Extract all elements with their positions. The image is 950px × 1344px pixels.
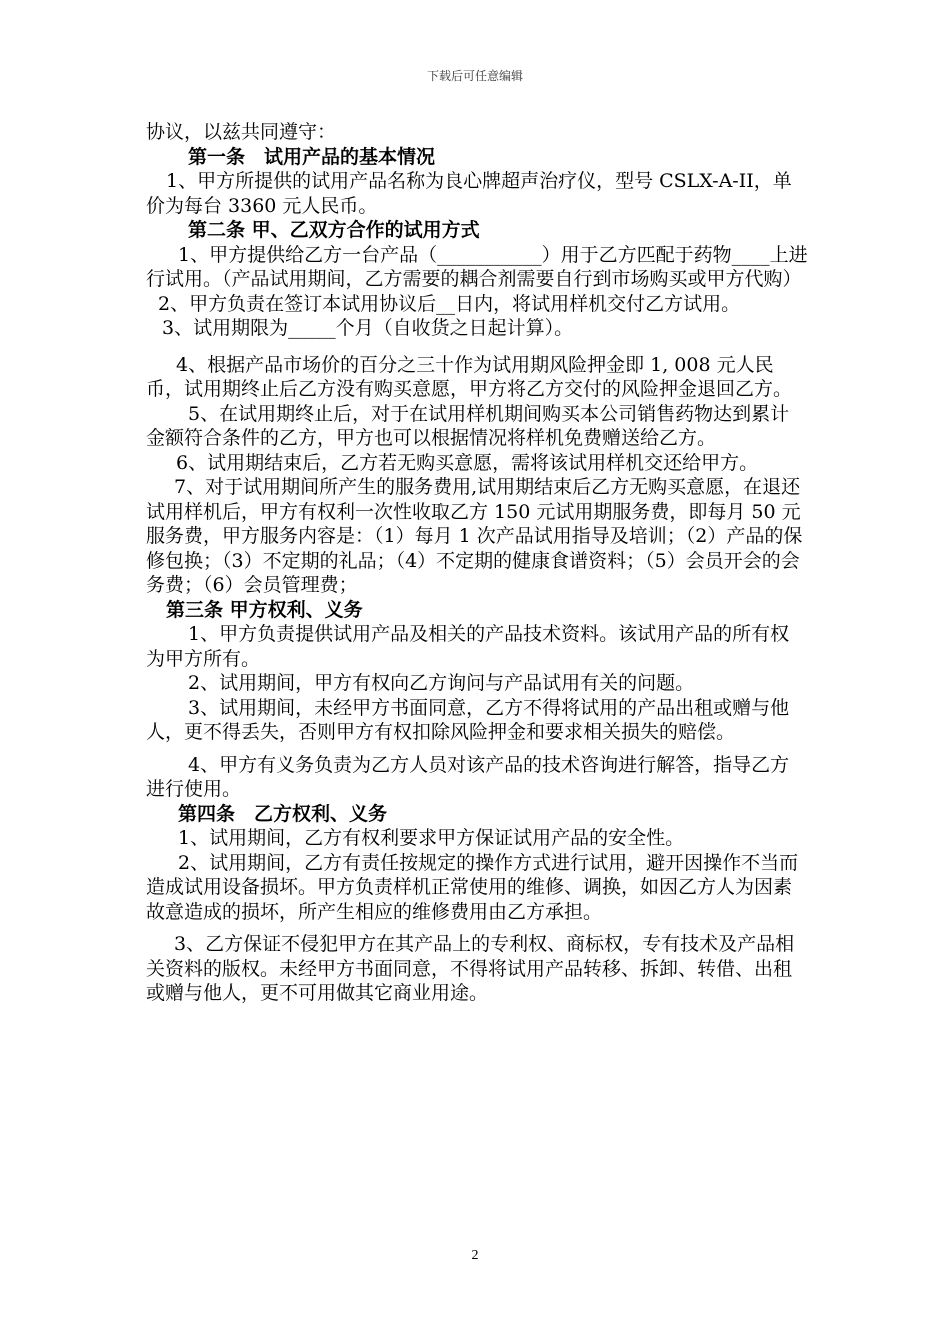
paragraph: 6、试用期结束后，乙方若无购买意愿，需将该试用样机交还给甲方。 — [176, 451, 759, 474]
paragraph: 1、甲方提供给乙方一台产品（___________）用于乙方匹配于药物____上进行试用。（产品试用期间，乙方需要的耦合剂需要自行到市场购买或甲方代购） — [146, 243, 808, 290]
paragraph-intro: 协议，以兹共同遵守： — [146, 121, 337, 143]
paragraph: 4、根据产品市场价的百分之三十作为试用期风险押金即 1, 008 元人民币，试用期终止后乙方没有购买意愿，甲方将乙方交付的风险押金退回乙方。 — [146, 353, 793, 400]
section-heading-2: 第二条 甲、乙双方合作的试用方式 — [188, 219, 480, 241]
paragraph: 1、甲方所提供的试用产品名称为良心牌超声治疗仪，型号 CSLX-A-II，单价为每台 3360 元人民币。 — [146, 170, 792, 217]
paragraph: 1、试用期间，乙方有权利要求甲方保证试用产品的安全性。 — [178, 827, 685, 849]
paragraph: 4、甲方有义务负责为乙方人员对该产品的技术咨询进行解答，指导乙方进行使用。 — [146, 753, 790, 800]
document-body — [146, 120, 808, 1006]
paragraph: 3、试用期限为_____个月（自收货之日起计算）。 — [162, 317, 574, 339]
paragraph: 2、试用期间，甲方有权向乙方询问与产品试用有关的问题。 — [188, 672, 695, 694]
paragraph: 3、试用期间，未经甲方书面同意，乙方不得将试用的产品出租或赠与他人，更不得丢失，否则甲方有权扣除风险押金和要求相关损失的赔偿。 — [146, 696, 790, 743]
page-header: 下载后可任意编辑 — [426, 69, 523, 83]
paragraph: 3、乙方保证不侵犯甲方在其产品上的专利权、商标权，专有技术及产品相关资料的版权。未经甲方书面同意，不得将试用产品转移、拆卸、转借、出租或赠与他人，更不可用做其它商业用途。 — [146, 933, 795, 1004]
paragraph: 1、甲方负责提供试用产品及相关的产品技术资料。该试用产品的所有权为甲方所有。 — [146, 623, 790, 670]
section-heading-4: 第四条 乙方权利、义务 — [178, 802, 388, 825]
paragraph: 5、在试用期终止后，对于在试用样机期间购买本公司销售药物达到累计金额符合条件的乙方，甲方也可以根据情况将样机免费赠送给乙方。 — [146, 402, 790, 449]
paragraph: 2、试用期间，乙方有责任按规定的操作方式进行试用，避开因操作不当而造成试用设备损坏。甲方负责样机正常使用的维修、调换，如因乙方人为因素故意造成的损坏，所产生相应的维修费用由乙方承担。 — [146, 851, 799, 923]
page-number: 2 — [471, 1248, 479, 1263]
section-heading-3: 第三条 甲方权利、义务 — [166, 598, 363, 621]
paragraph: 7、对于试用期间所产生的服务费用,试用期结束后乙方无购买意愿，在退还试用样机后，甲方有权利一次性收取乙方 150 元试用期服务费，即每月 50 元服务费，甲方服务内容是：（1）每月 1 次产品试用指导及培训；（2）产品的保修包换；（3）不定期的礼品；（4）不定期的健康食谱资料；（5）会员开会的会务费；（6）会员管理费； — [146, 476, 803, 596]
section-heading-1: 第一条 试用产品的基本情况 — [188, 145, 436, 168]
paragraph: 2、甲方负责在签订本试用协议后__日内，将试用样机交付乙方试用。 — [158, 292, 741, 315]
